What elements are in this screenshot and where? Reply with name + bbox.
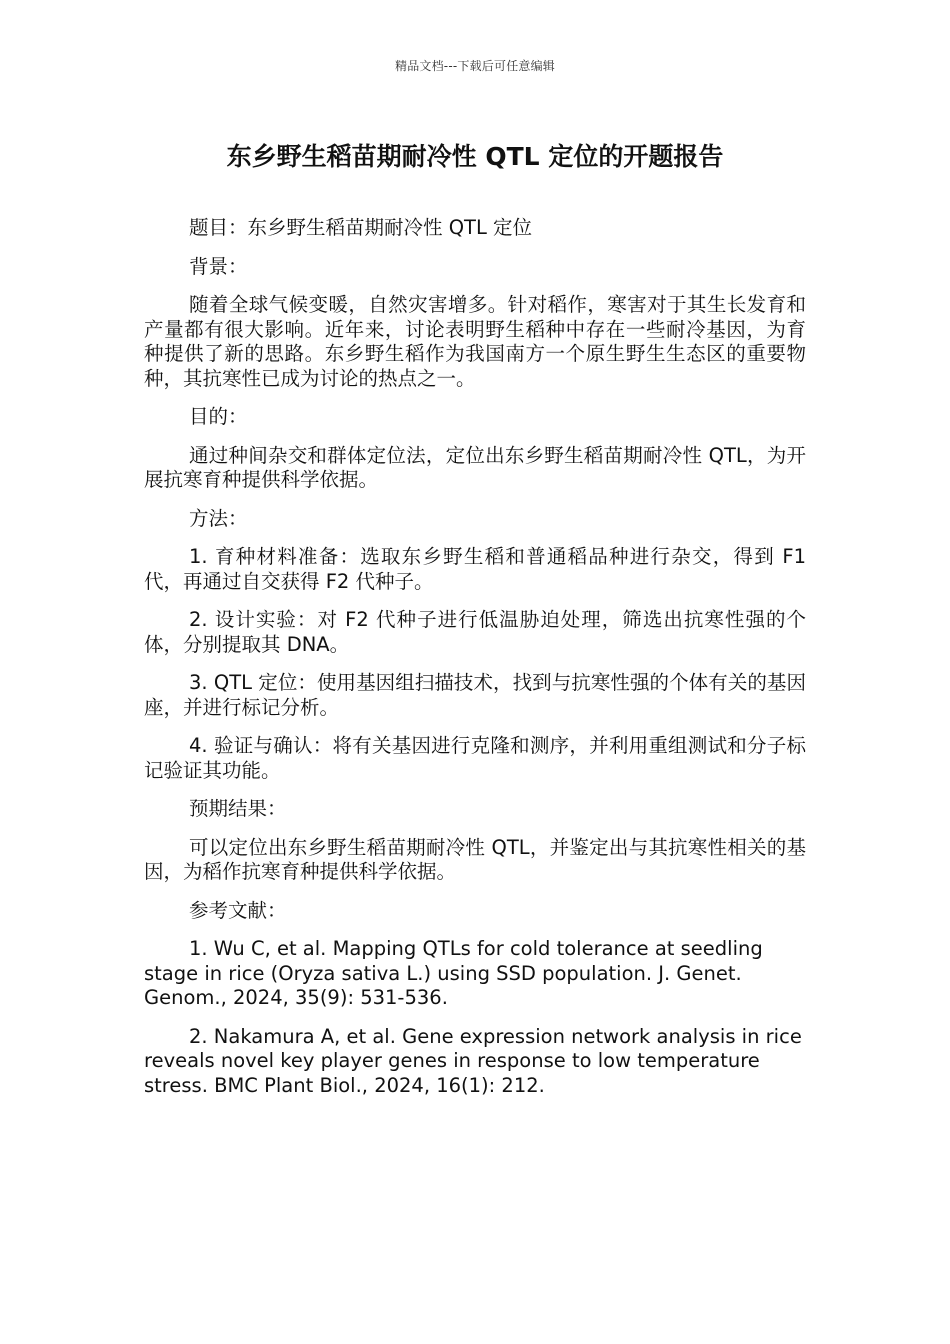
background-paragraph: 随着全球气候变暖，自然灾害增多。针对稻作，寒害对于其生长发育和产量都有很大影响。近年来，讨论表明野生稻种中存在一些耐冷基因，为育种提供了新的思路。东乡野生稻作为我国南方一个原生野生生态区的重要物种，其抗寒性已成为讨论的热点之一。 <box>144 293 806 390</box>
document-title: 东乡野生稻苗期耐冷性 QTL 定位的开题报告 <box>226 142 724 171</box>
results-label: 预期结果： <box>189 797 287 820</box>
method-step-3: 3. QTL 定位：使用基因组扫描技术，找到与抗寒性强的个体有关的基因座，并进行标记分析。 <box>144 671 806 719</box>
reference-item-1: 1. Wu C, et al. Mapping QTLs for cold tolerance at seedling stage in rice (Oryza sativa L.) using SSD population. J. Genet. Genom., 2024, 35(9): 531-536. <box>144 937 763 1009</box>
method-step-2: 2. 设计实验：对 F2 代种子进行低温胁迫处理，筛选出抗寒性强的个体，分别提取其 DNA。 <box>144 608 806 656</box>
background-label: 背景： <box>189 254 248 278</box>
reference-item-2: 2. Nakamura A, et al. Gene expression network analysis in rice reveals novel key player genes in response to low temperature stress. BMC Plant Biol., 2024, 16(1): 212. <box>144 1024 802 1097</box>
document-body <box>144 216 806 1112</box>
purpose-paragraph: 通过种间杂交和群体定位法，定位出东乡野生稻苗期耐冷性 QTL，为开展抗寒育种提供科学依据。 <box>144 443 806 491</box>
references-label: 参考文献： <box>189 898 287 922</box>
results-paragraph: 可以定位出东乡野生稻苗期耐冷性 QTL，并鉴定出与其抗寒性相关的基因，为稻作抗寒育种提供科学依据。 <box>144 835 806 883</box>
method-step-1: 1. 育种材料准备：选取东乡野生稻和普通稻品种进行杂交，得到 F1 代，再通过自交获得 F2 代种子。 <box>144 545 806 593</box>
methods-label: 方法： <box>189 506 248 530</box>
method-step-4: 4. 验证与确认：将有关基因进行克隆和测序，并利用重组测试和分子标记验证其功能。 <box>144 734 806 782</box>
topic-line: 题目：东乡野生稻苗期耐冷性 QTL 定位 <box>189 216 533 239</box>
purpose-label: 目的： <box>189 405 248 428</box>
header-note: 精品文档---下载后可任意编辑 <box>395 59 555 73</box>
